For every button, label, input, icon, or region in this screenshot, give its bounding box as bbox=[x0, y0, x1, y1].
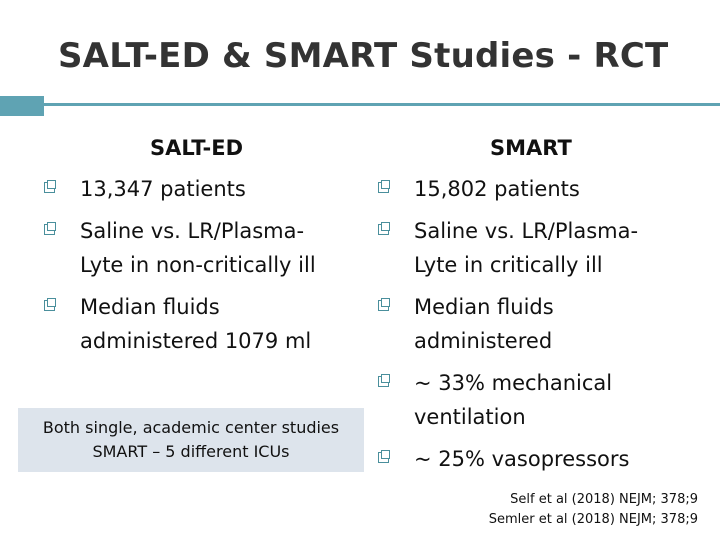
bullet-text: Saline vs. LR/Plasma-Lyte in non-critically ill bbox=[80, 219, 316, 277]
square-bullet-icon bbox=[378, 300, 389, 311]
list-item bbox=[44, 290, 344, 358]
accent-divider bbox=[44, 103, 720, 106]
square-bullet-icon bbox=[378, 452, 389, 463]
square-bullet-icon bbox=[378, 376, 389, 387]
square-bullet-icon bbox=[44, 300, 55, 311]
list-item bbox=[44, 214, 344, 282]
left-bullet-list bbox=[44, 172, 344, 358]
slide-title: SALT-ED & SMART Studies - RCT bbox=[58, 36, 669, 76]
bullet-text: ~ 33% mechanical ventilation bbox=[414, 371, 613, 429]
list-item bbox=[378, 442, 678, 476]
left-column-heading: SALT-ED bbox=[150, 136, 244, 160]
bullet-text: 15,802 patients bbox=[414, 177, 580, 201]
citation: Self et al (2018) NEJM; 378;9 bbox=[510, 492, 698, 507]
square-bullet-icon bbox=[44, 182, 55, 193]
square-bullet-icon bbox=[44, 224, 55, 235]
square-bullet-icon bbox=[378, 224, 389, 235]
bullet-text: Median fluids administered bbox=[414, 295, 554, 353]
bullet-text: Median fluids administered 1079 ml bbox=[80, 295, 312, 353]
accent-block bbox=[0, 96, 44, 116]
right-column-heading: SMART bbox=[490, 136, 572, 160]
bullet-text: ~ 25% vasopressors bbox=[414, 447, 630, 471]
list-item bbox=[378, 366, 678, 434]
note-line: SMART – 5 different ICUs bbox=[92, 442, 290, 461]
note-box bbox=[18, 408, 364, 472]
citation: Semler et al (2018) NEJM; 378;9 bbox=[488, 512, 698, 527]
list-item bbox=[378, 290, 678, 358]
square-bullet-icon bbox=[378, 182, 389, 193]
list-item bbox=[378, 172, 678, 206]
list-item bbox=[378, 214, 678, 282]
bullet-text: Saline vs. LR/Plasma-Lyte in critically ill bbox=[414, 219, 639, 277]
right-bullet-list bbox=[378, 172, 678, 476]
list-item bbox=[44, 172, 344, 206]
note-line: Both single, academic center studies bbox=[42, 418, 340, 437]
bullet-text: 13,347 patients bbox=[80, 177, 246, 201]
citations bbox=[489, 490, 698, 530]
